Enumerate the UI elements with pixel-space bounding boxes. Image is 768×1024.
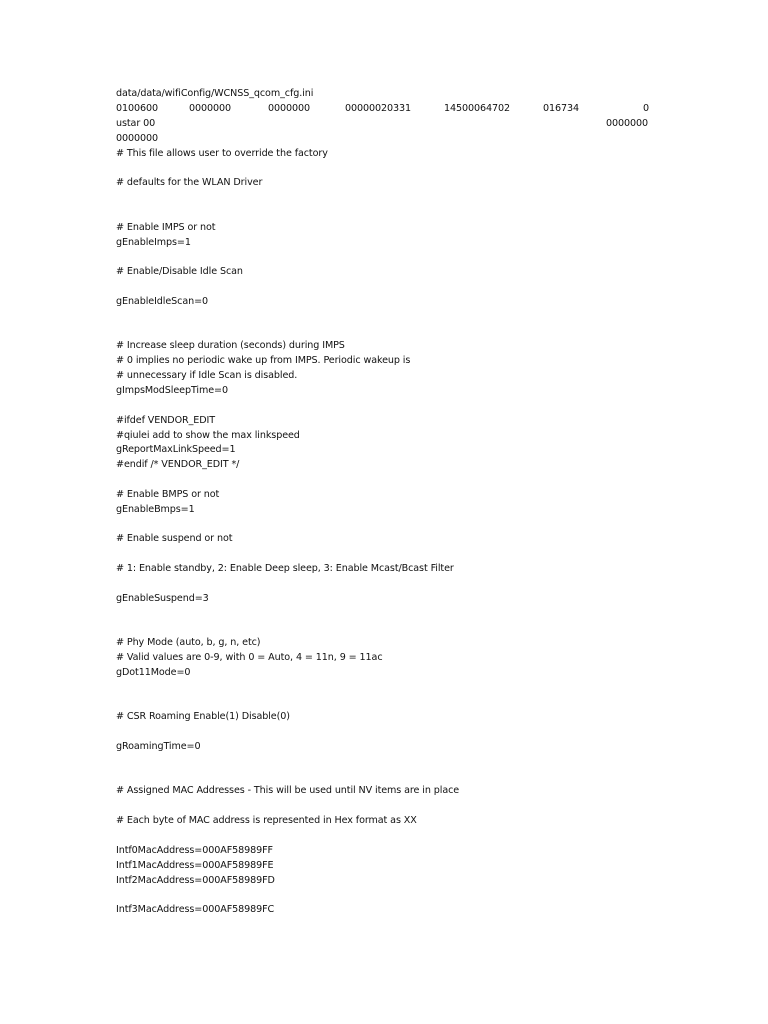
comment-line: # Enable IMPS or not [116,222,216,233]
config-line: gEnableIdleScan=0 [116,296,209,307]
tar-gid: 0000000 [268,103,311,114]
comment-line: # This file allows user to override the factory [116,148,328,159]
tar-checksum: 016734 [543,103,580,114]
tar-devminor: 0000000 [116,133,159,144]
config-line: Intf0MacAddress=000AF58989FF [116,845,273,856]
tar-mode: 0100600 [116,103,159,114]
comment-line: # 0 implies no periodic wake up from IMPS. Periodic wakeup is [116,355,411,366]
comment-line: # Increase sleep duration (seconds) during IMPS [116,340,345,351]
config-line: Intf3MacAddress=000AF58989FC [116,904,275,915]
comment-line: # Phy Mode (auto, b, g, n, etc) [116,637,261,648]
tar-uid: 0000000 [189,103,232,114]
directive-line: #endif /* VENDOR_EDIT */ [116,459,240,470]
comment-line: # Each byte of MAC address is represented in Hex format as XX [116,815,417,826]
comment-line: # Assigned MAC Addresses - This will be used until NV items are in place [116,785,460,796]
tar-size: 00000020331 [345,103,412,114]
comment-line: # unnecessary if Idle Scan is disabled. [116,370,298,381]
file-path: data/data/wifiConfig/WCNSS_qcom_cfg.ini [116,88,314,99]
comment-line: # Enable/Disable Idle Scan [116,266,243,277]
directive-line: #ifdef VENDOR_EDIT [116,415,216,426]
comment-line: # Enable BMPS or not [116,489,220,500]
config-line: gImpsModSleepTime=0 [116,385,228,396]
config-line: gEnableImps=1 [116,237,191,248]
tar-typeflag: 0 [643,103,650,114]
tar-mtime: 14500064702 [444,103,511,114]
comment-line: # defaults for the WLAN Driver [116,177,263,188]
config-line: Intf1MacAddress=000AF58989FE [116,860,274,871]
config-line: gReportMaxLinkSpeed=1 [116,444,236,455]
comment-line: # Valid values are 0-9, with 0 = Auto, 4 = 11n, 9 = 11ac [116,652,383,663]
config-line: Intf2MacAddress=000AF58989FD [116,875,275,886]
comment-line: # 1: Enable standby, 2: Enable Deep sleep, 3: Enable Mcast/Bcast Filter [116,563,454,574]
config-line: gEnableSuspend=3 [116,593,209,604]
comment-line: # CSR Roaming Enable(1) Disable(0) [116,711,290,722]
tar-magic: ustar 00 [116,118,156,129]
config-line: gRoamingTime=0 [116,741,201,752]
comment-line: # Enable suspend or not [116,533,233,544]
tar-devmajor: 0000000 [606,118,649,129]
config-line: gDot11Mode=0 [116,667,191,678]
comment-line: #qiulei add to show the max linkspeed [116,430,300,441]
config-line: gEnableBmps=1 [116,504,195,515]
